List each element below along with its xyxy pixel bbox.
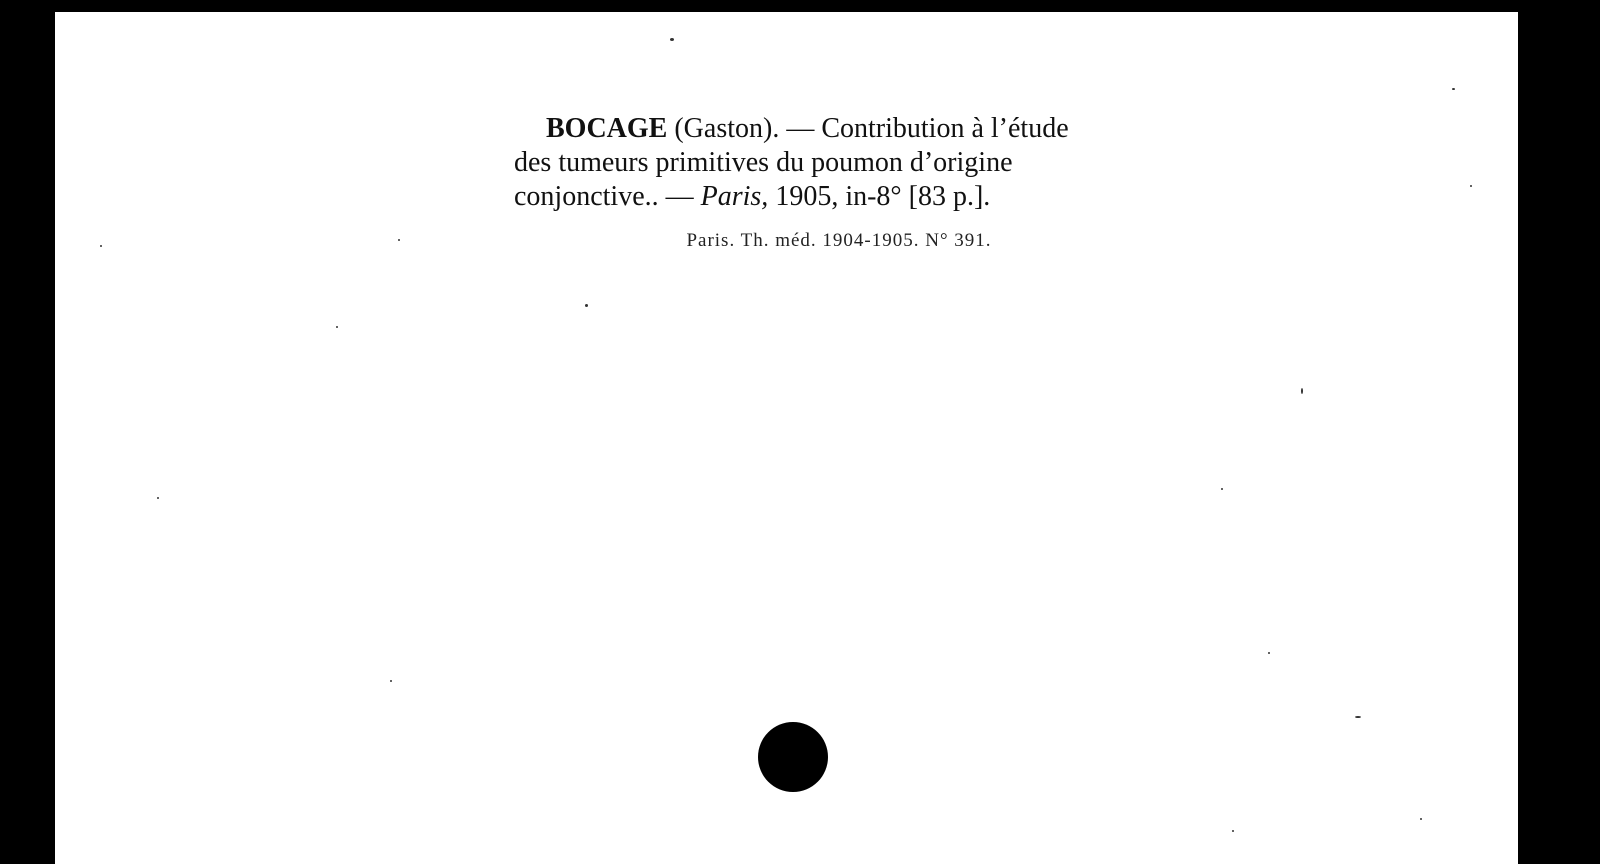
dust-speck [1221, 488, 1223, 490]
entry-line-1 [514, 112, 1164, 146]
entry-line-3 [514, 180, 1164, 214]
dust-speck [1232, 830, 1234, 832]
dust-speck [1452, 88, 1455, 90]
author-surname: BOCAGE [546, 113, 668, 144]
entry-line-2: des tumeurs primitives du poumon d’origine [514, 147, 1013, 178]
publication-place: Paris, [700, 181, 769, 212]
dust-speck [336, 326, 338, 328]
dust-speck [1470, 185, 1472, 187]
dust-speck [1301, 388, 1303, 394]
author-and-title-start: (Gaston). — Contribution à l’étude [667, 113, 1069, 144]
dust-speck [1355, 716, 1361, 718]
thesis-note: Paris. Th. méd. 1904-1905. N° 391. [686, 230, 992, 251]
publication-details: 1905, in-8° [83 p.]. [768, 181, 991, 212]
punch-hole [758, 722, 828, 792]
dust-speck [585, 304, 588, 307]
dust-speck [390, 680, 392, 682]
bibliographic-entry [514, 112, 1164, 214]
dust-speck [1268, 652, 1270, 654]
dust-speck [1420, 818, 1422, 820]
dust-speck [398, 239, 400, 241]
dust-speck [157, 497, 159, 499]
title-end: conjonctive.. — [514, 181, 701, 212]
dust-speck [670, 38, 674, 41]
dust-speck [100, 245, 102, 247]
